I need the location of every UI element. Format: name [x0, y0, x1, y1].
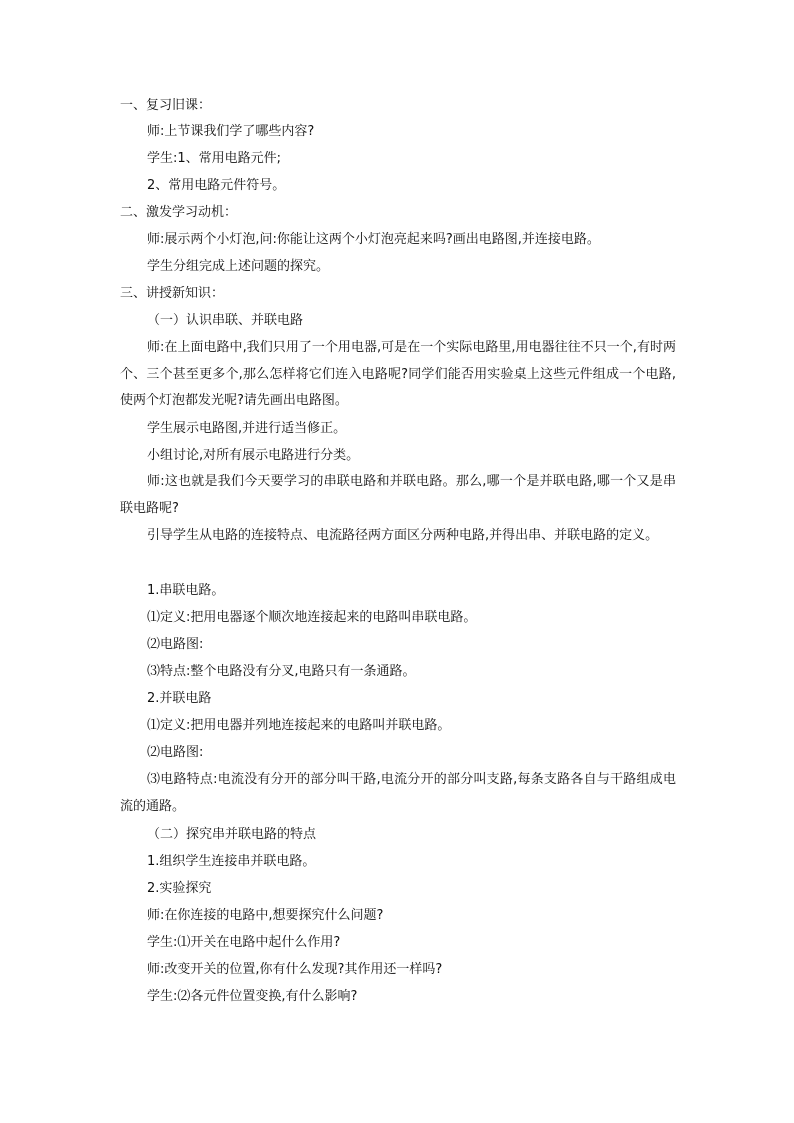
teacher-question: 师:上节课我们学了哪些内容?: [147, 124, 315, 139]
explore-step-2: 2.实验探究: [147, 881, 212, 896]
explore-step-1: 1.组织学生连接串并联电路。: [147, 854, 316, 869]
subsection-heading-1: （一）认识串联、并联电路: [147, 313, 304, 328]
explore-student-answer-2: 学生:⑵各元件位置变换,有什么影响?: [147, 989, 358, 1004]
section-heading-review: 一、复习旧课：: [120, 98, 212, 113]
student-answer-1: 学生:1、常用电路元件;: [147, 151, 282, 166]
student-group-work: 学生分组完成上述问题的探究。: [147, 259, 330, 274]
series-circuit-feature: ⑶特点:整个电路没有分叉,电路只有一条通路。: [147, 664, 416, 679]
parallel-circuit-title: 2.并联电路: [147, 691, 212, 706]
parallel-circuit-feature: ⑶电路特点:电流没有分开的部分叫干路,电流分开的部分叫支路,每条支路各自与干路组成电流的通路。: [120, 772, 676, 814]
teacher-paragraph-2: 师:这也就是我们今天要学习的串联电路和并联电路。那么,哪一个是并联电路,哪一个又是串联电路呢?: [120, 474, 676, 516]
parallel-circuit-diagram: ⑵电路图:: [147, 745, 204, 760]
teacher-demo: 师:展示两个小灯泡,问:你能让这两个小灯泡亮起来吗?画出电路图,并连接电路。: [147, 232, 600, 247]
explore-student-answer-1: 学生:⑴开关在电路中起什么作用?: [147, 935, 341, 950]
teacher-paragraph-1: 师:在上面电路中,我们只用了一个用电器,可是在一个实际电路里,用电器往往不只一个,有时两个、三个甚至更多个,那么怎样将它们连入电路呢?同学们能否用实验桌上这些元件组成一个电路,使两个灯泡都发光呢?请先画出电路图。: [120, 340, 676, 408]
series-circuit-diagram: ⑵电路图:: [147, 637, 204, 652]
student-show-diagram: 学生展示电路图,并进行适当修正。: [147, 421, 347, 436]
explore-teacher-question-1: 师:在你连接的电路中,想要探究什么问题?: [147, 908, 384, 923]
series-circuit-title: 1.串联电路。: [147, 583, 225, 598]
guide-paragraph: 引导学生从电路的连接特点、电流路径两方面区分两种电路,并得出串、并联电路的定义。: [147, 528, 659, 543]
section-heading-motivation: 二、激发学习动机：: [120, 205, 238, 220]
explore-teacher-question-2: 师:改变开关的位置,你有什么发现?其作用还一样吗?: [147, 962, 443, 977]
section-heading-new-knowledge: 三、讲授新知识：: [120, 286, 225, 301]
series-circuit-definition: ⑴定义:把用电器逐个顺次地连接起来的电路叫串联电路。: [147, 610, 477, 625]
subsection-heading-2: （二）探究串并联电路的特点: [147, 827, 317, 842]
group-discussion: 小组讨论,对所有展示电路进行分类。: [147, 448, 360, 463]
parallel-circuit-definition: ⑴定义:把用电器并列地连接起来的电路叫并联电路。: [147, 718, 451, 733]
student-answer-2: 2、常用电路元件符号。: [147, 178, 286, 193]
